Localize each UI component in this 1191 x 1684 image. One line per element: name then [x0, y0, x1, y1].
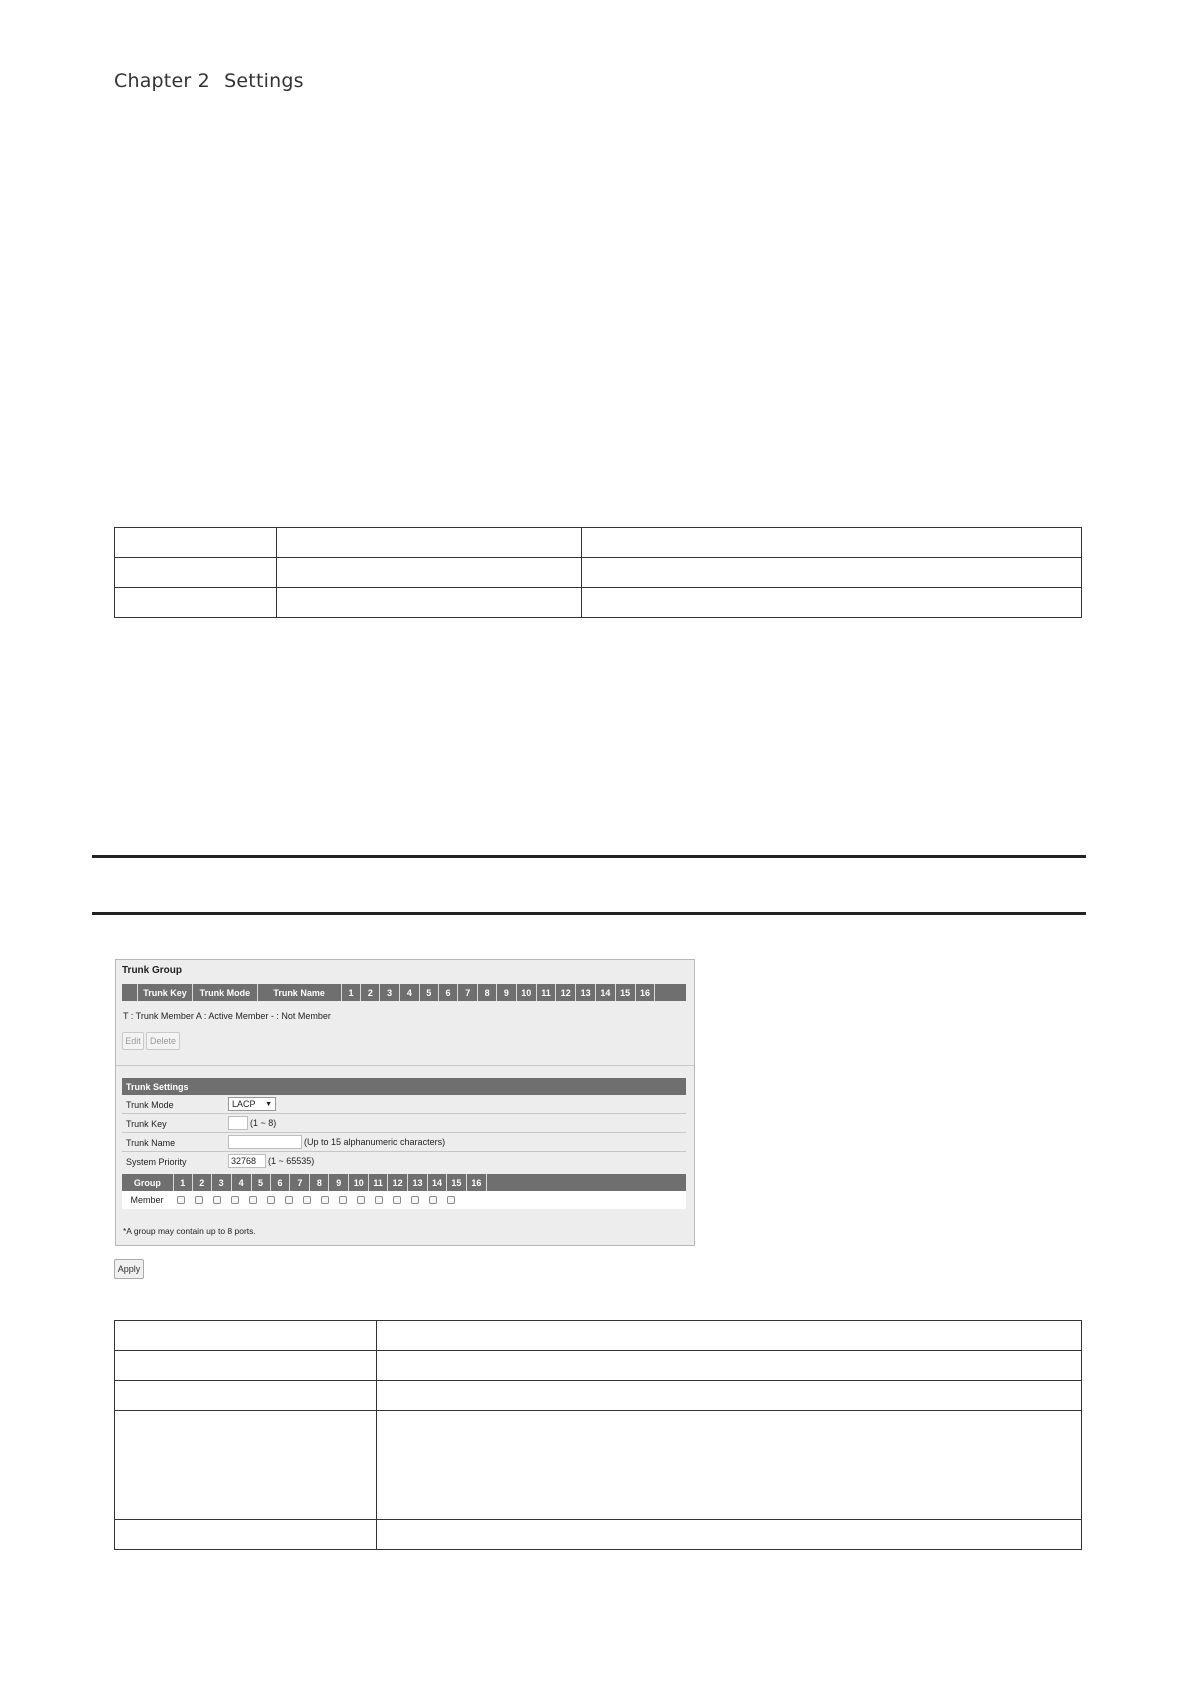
port-column-header: 7 [290, 1174, 310, 1191]
trunk-key-hint: (1 ~ 8) [250, 1118, 277, 1128]
panel-divider [116, 1065, 694, 1066]
select-column-header [122, 984, 138, 1001]
checkbox-icon [285, 1196, 293, 1204]
port-column-header: 9 [497, 984, 517, 1001]
port-column-header: 8 [310, 1174, 329, 1191]
table-row [115, 1321, 1082, 1351]
port-checkbox[interactable] [334, 1196, 352, 1204]
port-checkbox[interactable] [172, 1196, 190, 1204]
port-checkbox[interactable] [424, 1196, 442, 1204]
group-size-note: *A group may contain up to 8 ports. [123, 1226, 256, 1236]
table-row [115, 558, 1082, 588]
trunk-mode-select[interactable] [228, 1097, 276, 1111]
port-column-header: 2 [193, 1174, 212, 1191]
checkbox-icon [357, 1196, 365, 1204]
table-row [115, 1351, 1082, 1381]
checkbox-icon [267, 1196, 275, 1204]
trunk-key-input[interactable] [228, 1116, 248, 1130]
parameter-table-2 [114, 1320, 1082, 1550]
trunk-name-input[interactable] [228, 1135, 302, 1149]
port-column-header: 7 [458, 984, 478, 1001]
port-column-header: 1 [342, 984, 362, 1001]
trunk-group-title: Trunk Group [122, 965, 182, 976]
port-checkbox[interactable] [190, 1196, 208, 1204]
port-checkbox[interactable] [280, 1196, 298, 1204]
delete-button[interactable]: Delete [146, 1032, 180, 1050]
port-checkbox[interactable] [208, 1196, 226, 1204]
port-column-header: 10 [349, 1174, 369, 1191]
port-column-header: 16 [467, 1174, 487, 1191]
table-row [115, 1520, 1082, 1550]
port-checkbox[interactable] [352, 1196, 370, 1204]
port-column-header: 15 [447, 1174, 467, 1191]
spacer-column-header [655, 984, 686, 1001]
system-priority-row [122, 1152, 686, 1171]
checkbox-icon [429, 1196, 437, 1204]
trunk-mode-label: Trunk Mode [126, 1100, 174, 1110]
port-column-header: 4 [400, 984, 420, 1001]
chevron-down-icon: ▼ [265, 1100, 272, 1108]
port-checkbox[interactable] [442, 1196, 460, 1204]
trunk-name-label: Trunk Name [126, 1138, 176, 1148]
checkbox-icon [303, 1196, 311, 1204]
checkbox-icon [213, 1196, 221, 1204]
port-column-header: 2 [361, 984, 380, 1001]
member-label: Member [130, 1195, 164, 1205]
table-row [115, 1381, 1082, 1411]
column-header: Trunk Key [138, 984, 193, 1001]
trunk-mode-value: LACP [232, 1099, 256, 1109]
checkbox-icon [447, 1196, 455, 1204]
parameter-table-1 [114, 527, 1082, 618]
apply-button[interactable]: Apply [114, 1259, 144, 1279]
trunk-group-table-header [122, 984, 686, 1001]
port-column-header: 6 [439, 984, 459, 1001]
trunk-configuration-screenshot [115, 959, 695, 1246]
trunk-name-hint: (Up to 15 alphanumeric characters) [304, 1137, 446, 1147]
port-column-header: 3 [212, 1174, 232, 1191]
port-column-header: 11 [537, 984, 557, 1001]
trunk-mode-row [122, 1095, 686, 1114]
port-column-header: 14 [596, 984, 616, 1001]
checkbox-icon [411, 1196, 419, 1204]
trunk-name-row [122, 1133, 686, 1152]
trunk-key-row [122, 1114, 686, 1133]
column-header: Trunk Name [258, 984, 342, 1001]
member-legend: T : Trunk Member A : Active Member - : Not Member [123, 1011, 331, 1021]
checkbox-icon [177, 1196, 185, 1204]
port-column-header: 14 [428, 1174, 447, 1191]
trunk-key-label: Trunk Key [126, 1119, 167, 1129]
port-column-header: 10 [517, 984, 537, 1001]
trunk-settings-header: Trunk Settings [122, 1078, 686, 1095]
chapter-number: Chapter 2 [114, 70, 210, 92]
port-column-header: 13 [576, 984, 596, 1001]
table-row [115, 588, 1082, 618]
port-column-header: 16 [636, 984, 656, 1001]
chapter-title: Settings [224, 70, 304, 92]
port-column-header: 12 [388, 1174, 408, 1191]
port-column-header: 13 [408, 1174, 428, 1191]
table-row [115, 1411, 1082, 1520]
system-priority-label: System Priority [126, 1157, 187, 1167]
checkbox-icon [339, 1196, 347, 1204]
port-column-header: 11 [369, 1174, 388, 1191]
port-checkbox[interactable] [262, 1196, 280, 1204]
checkbox-icon [195, 1196, 203, 1204]
system-priority-input[interactable]: 32768 [228, 1154, 266, 1168]
system-priority-hint: (1 ~ 65535) [268, 1156, 315, 1166]
checkbox-icon [375, 1196, 383, 1204]
port-column-header: 4 [232, 1174, 252, 1191]
port-column-header: 9 [329, 1174, 349, 1191]
port-checkbox[interactable] [298, 1196, 316, 1204]
checkbox-icon [231, 1196, 239, 1204]
port-column-header: 5 [420, 984, 439, 1001]
chapter-heading [114, 70, 304, 92]
group-table-header [122, 1174, 686, 1191]
port-checkbox[interactable] [388, 1196, 406, 1204]
section-rule-bottom [92, 912, 1086, 915]
section-rule-top [92, 855, 1086, 858]
member-row [122, 1191, 686, 1209]
port-checkbox[interactable] [406, 1196, 424, 1204]
port-checkbox[interactable] [226, 1196, 244, 1204]
checkbox-icon [249, 1196, 257, 1204]
port-checkbox[interactable] [370, 1196, 388, 1204]
spacer-column-header [487, 1174, 686, 1191]
port-checkbox[interactable] [244, 1196, 262, 1204]
checkbox-icon [321, 1196, 329, 1204]
port-column-header: 12 [556, 984, 576, 1001]
port-column-header: 5 [252, 1174, 271, 1191]
port-column-header: 6 [271, 1174, 291, 1191]
edit-button[interactable]: Edit [122, 1032, 144, 1050]
checkbox-icon [393, 1196, 401, 1204]
column-header: Trunk Mode [193, 984, 257, 1001]
port-column-header: 15 [616, 984, 636, 1001]
port-column-header: 1 [174, 1174, 193, 1191]
group-column-header: Group [122, 1174, 174, 1191]
table-row [115, 528, 1082, 558]
port-checkbox[interactable] [316, 1196, 334, 1204]
port-column-header: 8 [478, 984, 497, 1001]
port-column-header: 3 [380, 984, 400, 1001]
